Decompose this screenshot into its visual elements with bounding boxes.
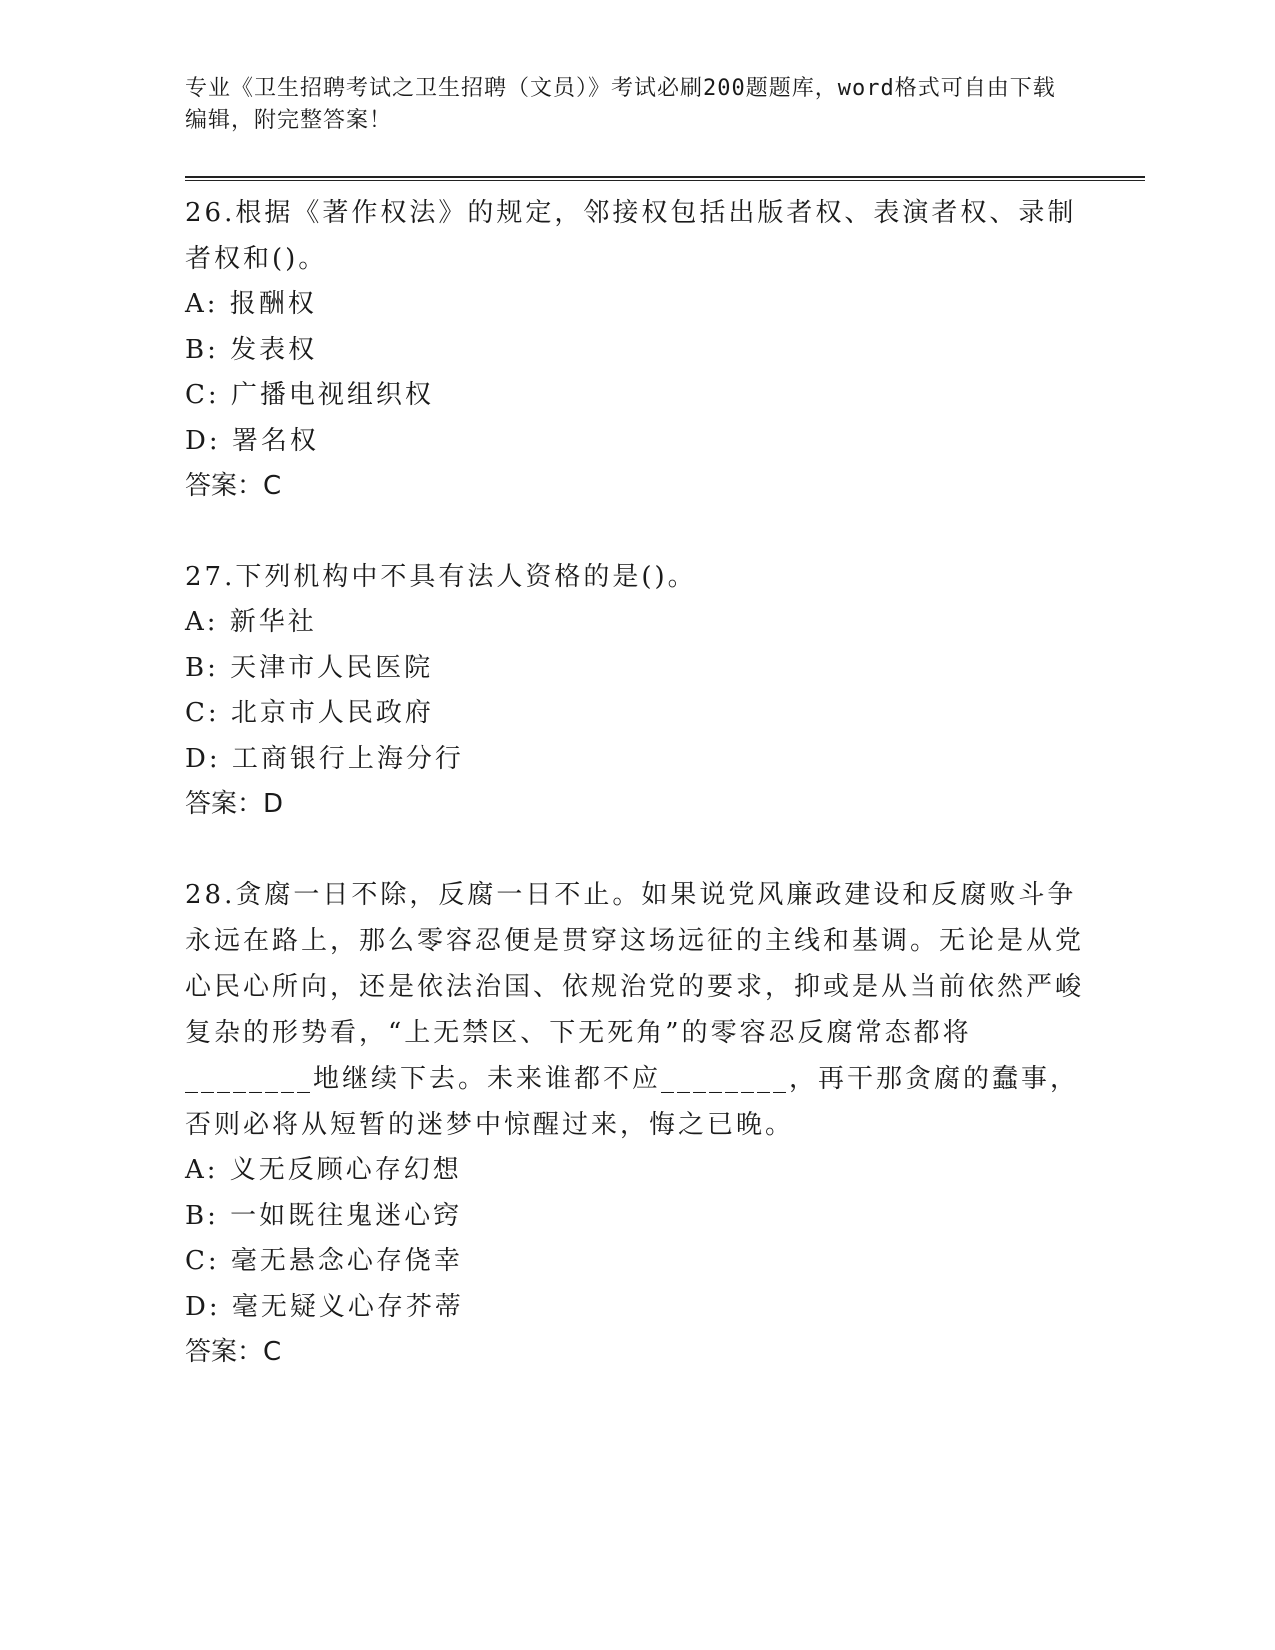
option-b: B: 一如既往鬼迷心窍 — [185, 1200, 463, 1231]
question-27 — [185, 554, 1085, 827]
option-b: B: 发表权 — [185, 334, 318, 365]
question-spacer — [185, 827, 1085, 872]
answer-line: 答案：C — [185, 1337, 282, 1367]
option-c: C: 毫无悬念心存侥幸 — [185, 1246, 463, 1276]
option-a: A: 报酬权 — [185, 289, 317, 319]
question-26 — [185, 190, 1085, 509]
answer-line: 答案：C — [185, 471, 282, 501]
question-spacer — [185, 509, 1085, 554]
option-a: A: 新华社 — [185, 607, 317, 637]
option-d: D: 署名权 — [185, 425, 319, 456]
question-list — [185, 190, 1085, 1375]
document-header: 专业《卫生招聘考试之卫生招聘（文员）》考试必刷200题题库，word格式可自由下载编辑，附完整答案！ — [185, 76, 1056, 133]
header-divider — [185, 176, 1145, 181]
question-stem: 27.下列机构中不具有法人资格的是()。 — [185, 562, 697, 592]
option-d: D: 毫无疑义心存芥蒂 — [185, 1291, 464, 1322]
answer-line: 答案：D — [185, 789, 284, 819]
option-c: C: 广播电视组织权 — [185, 380, 434, 410]
option-a: A: 义无反顾心存幻想 — [185, 1155, 462, 1185]
option-c: C: 北京市人民政府 — [185, 698, 434, 728]
option-d: D: 工商银行上海分行 — [185, 743, 464, 774]
question-28 — [185, 872, 1085, 1375]
option-b: B: 天津市人民医院 — [185, 652, 434, 683]
question-stem: 28.贪腐一日不除，反腐一日不止。如果说党风廉政建设和反腐败斗争永远在路上，那么零容忍便是贯穿这场远征的主线和基调。无论是从党心民心所向，还是依法治国、依规治党的要求，抑或是从当前依然严峻复杂的形势看，“上无禁区、下无死角”的零容忍反腐常态都将________地继续下去。未来谁都不应________，再干那贪腐的蠢事，否则必将从短暂的迷梦中惊醒过来，悔之已晚。 — [185, 880, 1085, 1140]
question-stem: 26.根据《著作权法》的规定，邻接权包括出版者权、表演者权、录制者权和()。 — [185, 198, 1077, 274]
